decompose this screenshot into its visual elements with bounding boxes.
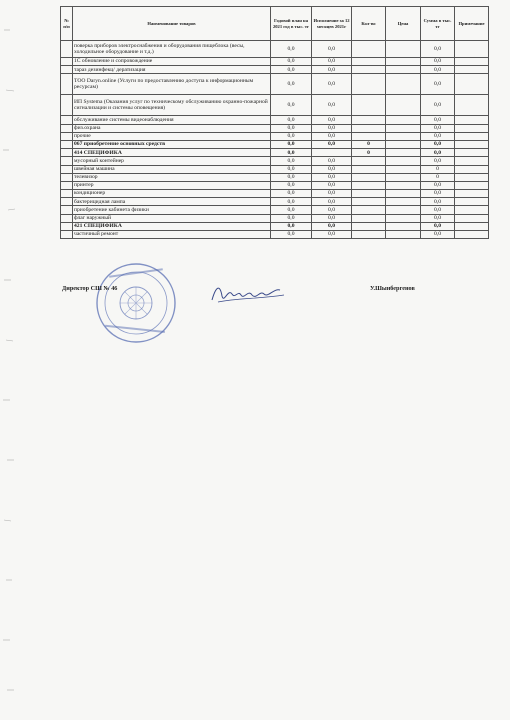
cell-sum: 0,0 (421, 190, 455, 198)
table-row (61, 74, 489, 95)
cell-qty (352, 165, 386, 173)
cell-name: флаг наружный (73, 214, 271, 222)
cell-note (455, 190, 489, 198)
cell-note (455, 41, 489, 58)
cell-annual: 0,0 (271, 58, 312, 66)
cell-num (61, 214, 73, 222)
cell-executed: 0,0 (312, 157, 352, 165)
cell-annual: 0,0 (271, 157, 312, 165)
cell-executed: 0,0 (312, 231, 352, 239)
cell-note (455, 231, 489, 239)
cell-price (386, 116, 421, 124)
cell-name: ИП Systema (Оказания услуг по техническому обслуживанию охранно-пожарной сигнализации и системы оповещения) (73, 95, 271, 116)
cell-name: бактерицидная лампа (73, 198, 271, 206)
cell-note (455, 140, 489, 148)
cell-qty (352, 222, 386, 230)
cell-note (455, 198, 489, 206)
cell-executed: 0,0 (312, 173, 352, 181)
cell-sum: 0 (421, 165, 455, 173)
header-price: Цена (386, 7, 421, 41)
cell-price (386, 149, 421, 157)
cell-annual: 0,0 (271, 190, 312, 198)
table-row (61, 165, 489, 173)
cell-price (386, 165, 421, 173)
cell-annual: 0,0 (271, 149, 312, 157)
cell-price (386, 95, 421, 116)
cell-executed: 0,0 (312, 165, 352, 173)
cell-name: тараз дезинфекц/ дератизация (73, 66, 271, 74)
cell-note (455, 149, 489, 157)
cell-name: 421 СПЕЦИФИКА (73, 222, 271, 230)
header-name: Наименование товаров (73, 7, 271, 41)
table-row (61, 95, 489, 116)
cell-num (61, 222, 73, 230)
cell-sum: 0,0 (421, 231, 455, 239)
cell-num (61, 173, 73, 181)
cell-annual: 0,0 (271, 214, 312, 222)
cell-qty (352, 173, 386, 181)
table-row (61, 124, 489, 132)
cell-price (386, 181, 421, 189)
cell-name: поверка приборов электроснабжения и оборудования пищеблока (весы, холодильное оборудование и т.д.) (73, 41, 271, 58)
cell-sum: 0,0 (421, 181, 455, 189)
cell-sum: 0,0 (421, 214, 455, 222)
cell-qty: 0 (352, 149, 386, 157)
director-label: Директор СШ № 46 (62, 285, 118, 292)
table-row (61, 116, 489, 124)
cell-qty: 0 (352, 140, 386, 148)
cell-num (61, 149, 73, 157)
cell-price (386, 157, 421, 165)
cell-sum: 0,0 (421, 58, 455, 66)
cell-price (386, 66, 421, 74)
cell-price (386, 198, 421, 206)
cell-sum: 0,0 (421, 116, 455, 124)
table-row (61, 206, 489, 214)
cell-sum: 0 (421, 173, 455, 181)
cell-name: швейная машина (73, 165, 271, 173)
cell-num (61, 181, 73, 189)
cell-executed: 0,0 (312, 222, 352, 230)
header-qty: Кол-во (352, 7, 386, 41)
cell-sum: 0,0 (421, 124, 455, 132)
cell-sum: 0,0 (421, 132, 455, 140)
cell-note (455, 124, 489, 132)
director-signature (208, 280, 288, 306)
cell-price (386, 190, 421, 198)
cell-annual: 0,0 (271, 41, 312, 58)
cell-note (455, 206, 489, 214)
cell-annual: 0,0 (271, 222, 312, 230)
cell-annual: 0,0 (271, 231, 312, 239)
cell-executed: 0,0 (312, 41, 352, 58)
cell-executed: 0,0 (312, 190, 352, 198)
table-row (61, 132, 489, 140)
cell-num (61, 140, 73, 148)
cell-qty (352, 132, 386, 140)
cell-qty (352, 124, 386, 132)
cell-name: мусорный контейнер (73, 157, 271, 165)
cell-note (455, 222, 489, 230)
cell-sum: 0,0 (421, 140, 455, 148)
cell-num (61, 190, 73, 198)
cell-executed: 0,0 (312, 206, 352, 214)
cell-note (455, 74, 489, 95)
cell-qty (352, 66, 386, 74)
header-annual: Годовой план на 2021 год в тыс. тг (271, 7, 312, 41)
cell-executed: 0,0 (312, 116, 352, 124)
cell-num (61, 132, 73, 140)
cell-note (455, 181, 489, 189)
table-row (61, 140, 489, 148)
cell-annual: 0,0 (271, 74, 312, 95)
cell-name: 067 приобретение основных средств (73, 140, 271, 148)
cell-sum: 0,0 (421, 157, 455, 165)
cell-num (61, 124, 73, 132)
cell-annual: 0,0 (271, 173, 312, 181)
table-row (61, 157, 489, 165)
cell-sum: 0,0 (421, 222, 455, 230)
cell-num (61, 157, 73, 165)
table-row (61, 41, 489, 58)
cell-price (386, 214, 421, 222)
cell-price (386, 74, 421, 95)
report-table (60, 6, 489, 239)
cell-note (455, 116, 489, 124)
cell-qty (352, 231, 386, 239)
table-body (61, 41, 489, 239)
cell-name: ТОО Daryn.online (Услуги по предоставлению доступа к информационным ресурсам) (73, 74, 271, 95)
cell-price (386, 41, 421, 58)
cell-num (61, 41, 73, 58)
cell-executed: 0,0 (312, 181, 352, 189)
cell-executed: 0,0 (312, 214, 352, 222)
table-row (61, 58, 489, 66)
cell-name: 1С обновление и сопровождение (73, 58, 271, 66)
cell-sum: 0,0 (421, 74, 455, 95)
scan-margin-marks (0, 0, 60, 720)
table-row (61, 198, 489, 206)
cell-qty (352, 95, 386, 116)
cell-price (386, 206, 421, 214)
cell-qty (352, 206, 386, 214)
cell-executed: 0,0 (312, 132, 352, 140)
cell-num (61, 231, 73, 239)
cell-num (61, 95, 73, 116)
cell-sum: 0,0 (421, 149, 455, 157)
header-num: № п/п (61, 7, 73, 41)
cell-executed: 0,0 (312, 58, 352, 66)
cell-note (455, 214, 489, 222)
cell-price (386, 222, 421, 230)
cell-qty (352, 190, 386, 198)
table-row (61, 66, 489, 74)
cell-annual: 0,0 (271, 165, 312, 173)
cell-qty (352, 116, 386, 124)
table-row (61, 214, 489, 222)
cell-qty (352, 181, 386, 189)
official-stamp (95, 262, 177, 344)
cell-executed: 0,0 (312, 95, 352, 116)
cell-annual: 0,0 (271, 181, 312, 189)
cell-qty (352, 58, 386, 66)
cell-name: кондиционер (73, 190, 271, 198)
table-row (61, 190, 489, 198)
cell-num (61, 198, 73, 206)
cell-price (386, 173, 421, 181)
cell-note (455, 95, 489, 116)
cell-executed: 0,0 (312, 74, 352, 95)
cell-note (455, 132, 489, 140)
cell-name: частичный ремонт (73, 231, 271, 239)
cell-name: физ.охрана (73, 124, 271, 132)
cell-name: приобретение кабинета физики (73, 206, 271, 214)
cell-annual: 0,0 (271, 198, 312, 206)
table-row (61, 149, 489, 157)
cell-name: 414 СПЕЦИФИКА (73, 149, 271, 157)
table-row (61, 173, 489, 181)
cell-annual: 0,0 (271, 140, 312, 148)
cell-sum: 0,0 (421, 41, 455, 58)
cell-note (455, 173, 489, 181)
table-row (61, 222, 489, 230)
cell-num (61, 206, 73, 214)
table-row (61, 231, 489, 239)
cell-sum: 0,0 (421, 198, 455, 206)
cell-price (386, 58, 421, 66)
cell-annual: 0,0 (271, 66, 312, 74)
cell-qty (352, 214, 386, 222)
cell-executed: 0,0 (312, 124, 352, 132)
cell-note (455, 165, 489, 173)
cell-qty (352, 74, 386, 95)
cell-name: прочие (73, 132, 271, 140)
cell-annual: 0,0 (271, 132, 312, 140)
cell-num (61, 116, 73, 124)
cell-num (61, 66, 73, 74)
cell-executed: 0,0 (312, 198, 352, 206)
cell-annual: 0,0 (271, 95, 312, 116)
director-name: У.Шынбергенов (370, 285, 415, 292)
cell-executed: 0,0 (312, 140, 352, 148)
cell-name: принтер (73, 181, 271, 189)
cell-sum: 0,0 (421, 66, 455, 74)
cell-note (455, 157, 489, 165)
cell-annual: 0,0 (271, 116, 312, 124)
cell-note (455, 58, 489, 66)
cell-price (386, 140, 421, 148)
table-header-row (61, 7, 489, 41)
cell-price (386, 132, 421, 140)
cell-price (386, 231, 421, 239)
header-sum: Сумма в тыс. тг (421, 7, 455, 41)
cell-name: телевизор (73, 173, 271, 181)
header-executed: Исполнение за 12 месяцев 2021г (312, 7, 352, 41)
header-note: Примечание (455, 7, 489, 41)
cell-qty (352, 198, 386, 206)
cell-annual: 0,0 (271, 206, 312, 214)
cell-num (61, 165, 73, 173)
cell-num (61, 58, 73, 66)
table-row (61, 181, 489, 189)
cell-annual: 0,0 (271, 124, 312, 132)
cell-num (61, 74, 73, 95)
cell-qty (352, 41, 386, 58)
cell-sum: 0,0 (421, 206, 455, 214)
cell-note (455, 66, 489, 74)
cell-executed (312, 149, 352, 157)
cell-executed: 0,0 (312, 66, 352, 74)
cell-sum: 0,0 (421, 95, 455, 116)
cell-qty (352, 157, 386, 165)
cell-price (386, 124, 421, 132)
cell-name: обслуживание системы видеонаблюдения (73, 116, 271, 124)
